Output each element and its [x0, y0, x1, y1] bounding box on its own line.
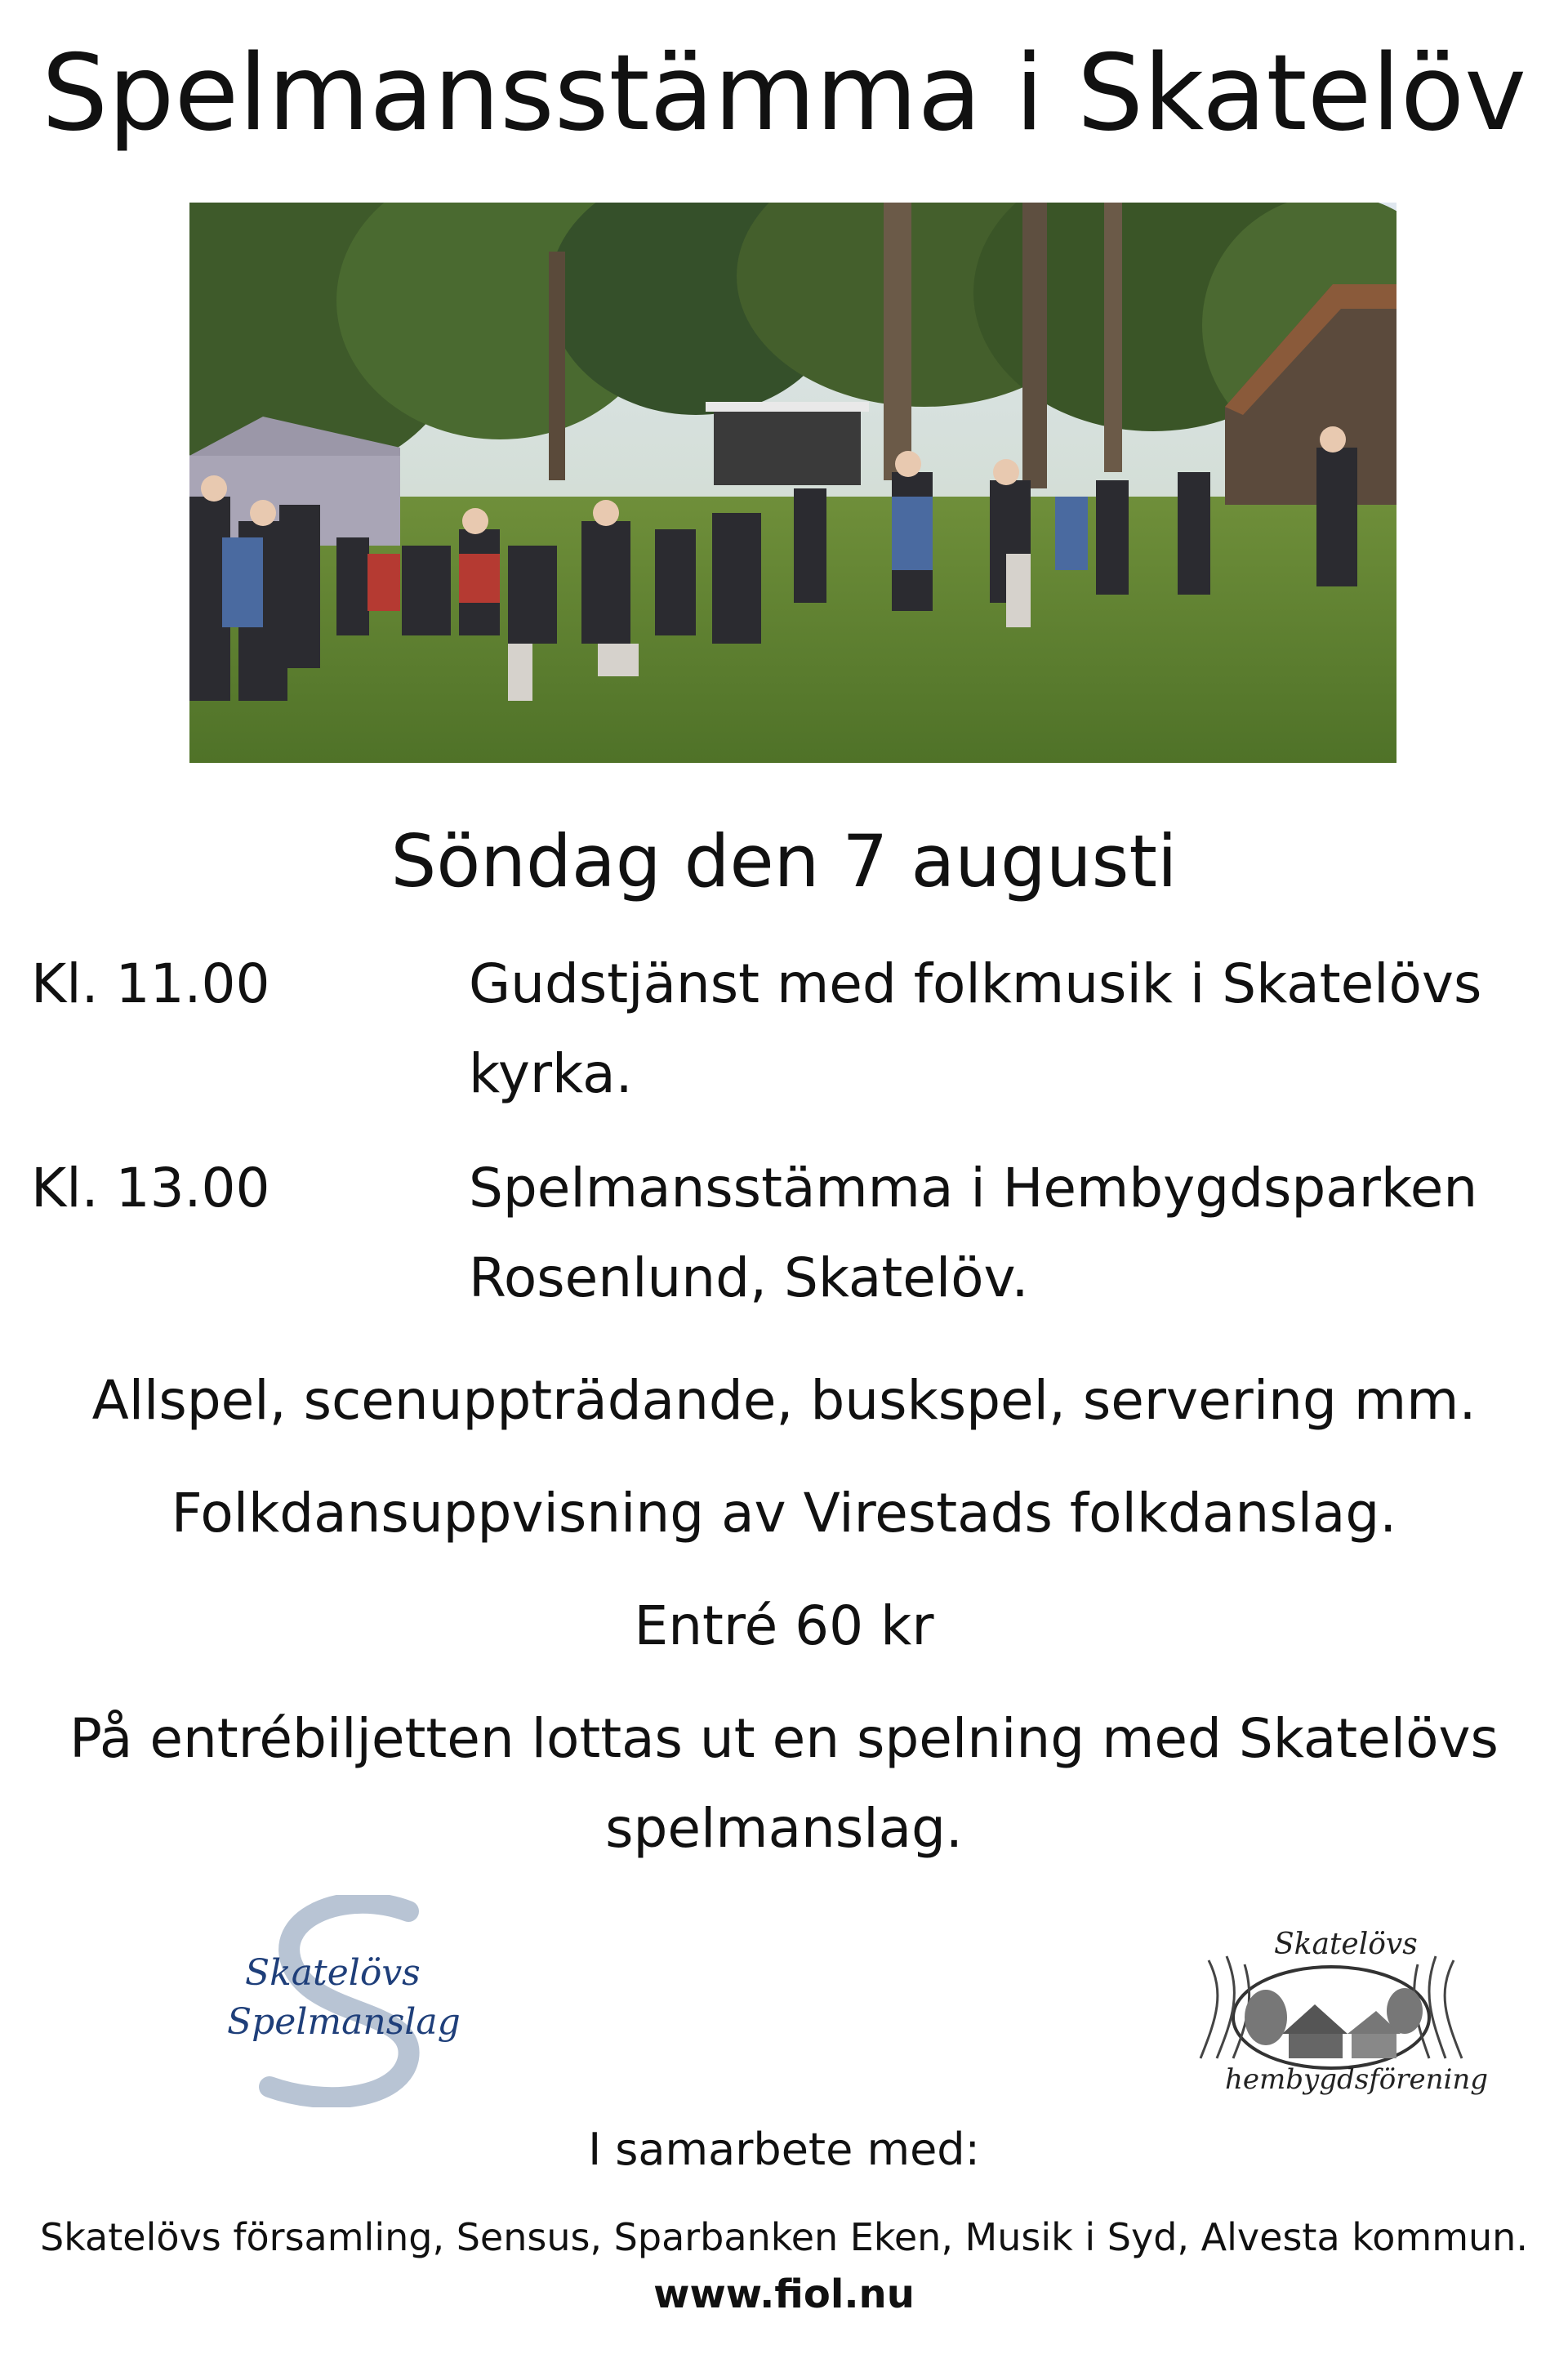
poster-title: Spelmansstämma i Skatelöv [42, 33, 1526, 154]
hembygdsforening-logo [1176, 1919, 1489, 2115]
hembygdsforening-logo-line2: hembygdsförening [1225, 2063, 1489, 2096]
entry-fee: Entré 60 kr [634, 1594, 934, 1657]
hembygdsforening-logo-line1: Skatelövs [1274, 1928, 1418, 1961]
schedule-description-2: Spelmansstämma i Hembygdsparken Rosenlund, Skatelöv. [469, 1157, 1478, 1309]
folkdance-line: Folkdansuppvisning av Virestads folkdanslag. [171, 1482, 1397, 1545]
website-link[interactable]: www.fiol.nu [653, 2272, 915, 2317]
partners-list: Skatelövs församling, Sensus, Sparbanken Eken, Musik i Syd, Alvesta kommun. [40, 2215, 1528, 2259]
schedule-time-2: Kl. 13.00 [31, 1157, 270, 1219]
raffle-text: På entrébiljetten lottas ut en spelning med Skatelövs spelmanslag. [69, 1707, 1499, 1860]
schedule-time-1: Kl. 11.00 [31, 952, 270, 1015]
activities-line: Allspel, scenuppträdande, buskspel, servering mm. [91, 1369, 1477, 1432]
spelmanslag-logo-line2: Spelmanslag [227, 2001, 461, 2043]
event-photo [189, 203, 1396, 763]
event-date: Söndag den 7 augusti [390, 819, 1178, 903]
spelmanslag-logo-line1: Skatelövs [245, 1952, 421, 1994]
cooperation-label: I samarbete med: [588, 2124, 980, 2175]
spelmanslag-logo [220, 1895, 466, 2107]
schedule-description-1: Gudstjänst med folkmusik i Skatelövs kyrka. [469, 952, 1482, 1105]
